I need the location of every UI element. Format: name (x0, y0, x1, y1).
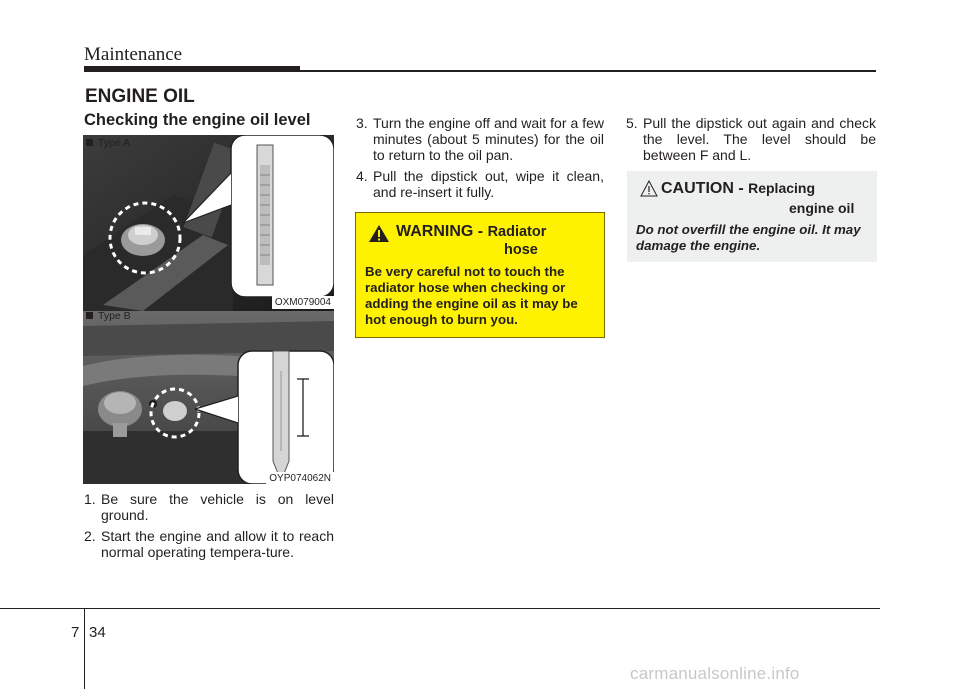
caution-heading-line2: engine oil (789, 200, 855, 216)
caution-triangle-icon (640, 180, 658, 197)
warning-triangle-icon (368, 224, 390, 243)
footer-rule (0, 608, 880, 609)
warning-heading-line2: hose (504, 242, 538, 258)
page-number: 34 (89, 624, 106, 641)
figure-b-code: OYP074062N (266, 472, 334, 485)
list-item: 4. Pull the dipstick out, wipe it clean, and re-insert it fully. (356, 168, 604, 200)
caution-box (627, 171, 877, 262)
square-bullet-icon (86, 139, 93, 146)
running-header: Maintenance (84, 44, 183, 65)
engine-photo-type-b (83, 311, 334, 484)
chapter-number: 7 (71, 624, 80, 641)
list-item: 3. Turn the engine off and wait for a few minutes (about 5 minutes) for the oil to return to the oil pan. (356, 115, 604, 163)
list-item: 2. Start the engine and allow it to reach normal operating tempera-ture. (84, 528, 334, 560)
footer-divider (84, 608, 85, 689)
header-rule (300, 70, 876, 72)
figure-b-label: Type B (86, 310, 131, 322)
caution-heading: CAUTION - Replacing (661, 180, 816, 197)
steps-column-2 (356, 115, 604, 205)
figure-a-code: OXM079004 (272, 296, 334, 309)
list-item: 5. Pull the dipstick out again and check the level. The level should be between F and L. (626, 115, 876, 163)
warning-text: Be very careful not to touch the radiator hose when checking or adding the engine oil as it may be hot enough to burn you. (365, 264, 578, 327)
figure-a-label: Type A (86, 137, 130, 149)
watermark: carmanualsonline.info (630, 664, 800, 683)
steps-column-3 (626, 115, 876, 168)
list-item: 1. Be sure the vehicle is on level ground. (84, 491, 334, 523)
subsection-title: Checking the engine oil level (84, 111, 311, 129)
steps-column-1 (84, 491, 334, 565)
square-bullet-icon (86, 312, 93, 319)
header-thick-rule (84, 66, 300, 72)
section-title: ENGINE OIL (85, 86, 195, 107)
engine-photo-type-a (83, 135, 334, 311)
warning-box (355, 212, 605, 338)
warning-heading: WARNING - Radiator (396, 223, 547, 240)
caution-text: Do not overfill the engine oil. It may damage the engine. (636, 222, 861, 253)
